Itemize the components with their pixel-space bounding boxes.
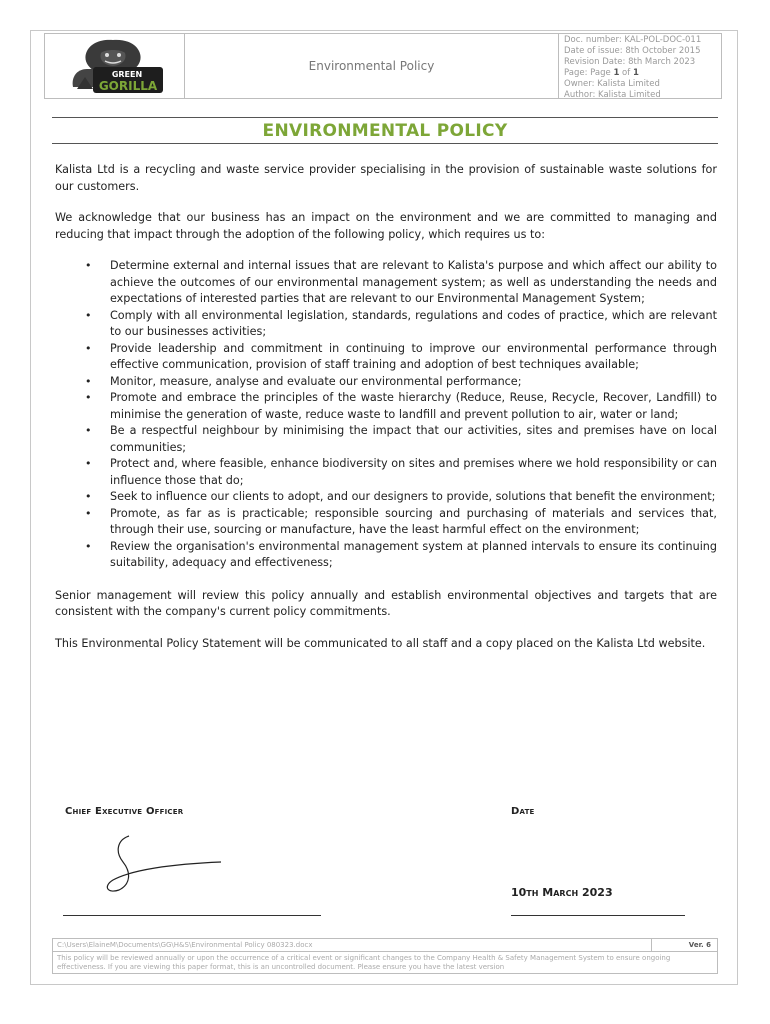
header-title: Environmental Policy bbox=[185, 34, 559, 98]
ceo-signature-line bbox=[63, 915, 321, 916]
policy-commitments-list bbox=[55, 258, 717, 572]
logo-cell bbox=[45, 34, 185, 98]
footer-disclaimer: This policy will be reviewed annually or upon the occurrence of a critical event or significant changes to the Company Health & Safety Management System to ensure ongoing effectiveness. If you are viewing this paper format, this is an uncontrolled document. Please ensure you have the latest version bbox=[57, 954, 671, 971]
list-item: • Seek to influence our clients to adopt, and our designers to provide, solutions that benefit the environment; bbox=[55, 489, 717, 506]
review-paragraph: Senior management will review this policy annually and establish environmental objectives and targets that are consistent with the company's current policy commitments. bbox=[55, 588, 717, 618]
list-item: • Monitor, measure, analyse and evaluate our environmental performance; bbox=[55, 374, 717, 391]
acknowledge-paragraph: We acknowledge that our business has an impact on the environment and we are committed to managing and reducing that impact through the adoption of the following policy, which requires us to: bbox=[55, 211, 717, 241]
date-value: 10th March 2023 bbox=[511, 886, 613, 899]
date-label: Date bbox=[511, 806, 535, 817]
list-item: • Comply with all environmental legislation, standards, regulations and codes of practice, which are relevant to our businesses activities; bbox=[55, 308, 717, 341]
list-item: • Be a respectful neighbour by minimising the impact that our activities, sites and premises have on local communities; bbox=[55, 423, 717, 456]
signature-area bbox=[63, 804, 703, 924]
version-label: Ver. 6 bbox=[651, 939, 717, 951]
list-item: • Provide leadership and commitment in continuing to improve our environmental performance through effective communication, provision of staff training and adoption of best techniques available; bbox=[55, 341, 717, 374]
list-item: • Promote and embrace the principles of the waste hierarchy (Reduce, Reuse, Recycle, Recover, Landfill) to minimise the generation of waste, reduce waste to landfill and prevent pollution to air, water or land; bbox=[55, 390, 717, 423]
document-header bbox=[44, 33, 722, 99]
list-item: • Protect and, where feasible, enhance biodiversity on sites and premises where we hold responsibility or can influence those that do; bbox=[55, 456, 717, 489]
author: Author: Kalista Limited bbox=[564, 90, 661, 100]
svg-text:GREEN: GREEN bbox=[111, 70, 143, 79]
list-item: • Review the organisation's environmental management system at planned intervals to ensure its continuing suitability, adequacy and effectiveness; bbox=[55, 539, 717, 572]
green-gorilla-logo bbox=[65, 37, 170, 95]
title-rule-bottom bbox=[52, 143, 718, 144]
list-item: • Determine external and internal issues that are relevant to Kalista's purpose and which affect our ability to achieve the outcomes of our environmental management system; as well as understanding the needs and expectations of interested parties that are relevant to our Environmental Management System; bbox=[55, 258, 717, 308]
document-metadata bbox=[559, 34, 721, 98]
title-rule-top bbox=[52, 117, 718, 118]
list-item: • Promote, as far as is practicable; responsible sourcing and purchasing of materials and services that, through their use, sourcing or manufacture, have the least harmful effect on the environment; bbox=[55, 506, 717, 539]
document-footer bbox=[52, 938, 718, 974]
date-line bbox=[511, 915, 685, 916]
signature-image bbox=[101, 832, 226, 897]
document-title: ENVIRONMENTAL POLICY bbox=[262, 121, 508, 141]
page-info: Page: Page 1 of 1 bbox=[564, 68, 639, 78]
ceo-label: Chief Executive Officer bbox=[65, 806, 184, 817]
communication-paragraph: This Environmental Policy Statement will be communicated to all staff and a copy placed on the Kalista Ltd website. bbox=[55, 636, 706, 650]
svg-text:GORILLA: GORILLA bbox=[98, 79, 158, 93]
owner: Owner: Kalista Limited bbox=[564, 79, 660, 89]
revision-date: Revision Date: 8th March 2023 bbox=[564, 57, 696, 67]
doc-number: Doc. number: KAL-POL-DOC-011 bbox=[564, 35, 702, 45]
date-of-issue: Date of issue: 8th October 2015 bbox=[564, 46, 701, 56]
policy-body bbox=[55, 162, 717, 667]
intro-paragraph: Kalista Ltd is a recycling and waste service provider specialising in the provision of sustainable waste solutions for our customers. bbox=[55, 163, 717, 193]
file-path: C:\Users\ElaineM\Documents\GG\H&S\Environmental Policy 080323.docx bbox=[57, 941, 313, 949]
